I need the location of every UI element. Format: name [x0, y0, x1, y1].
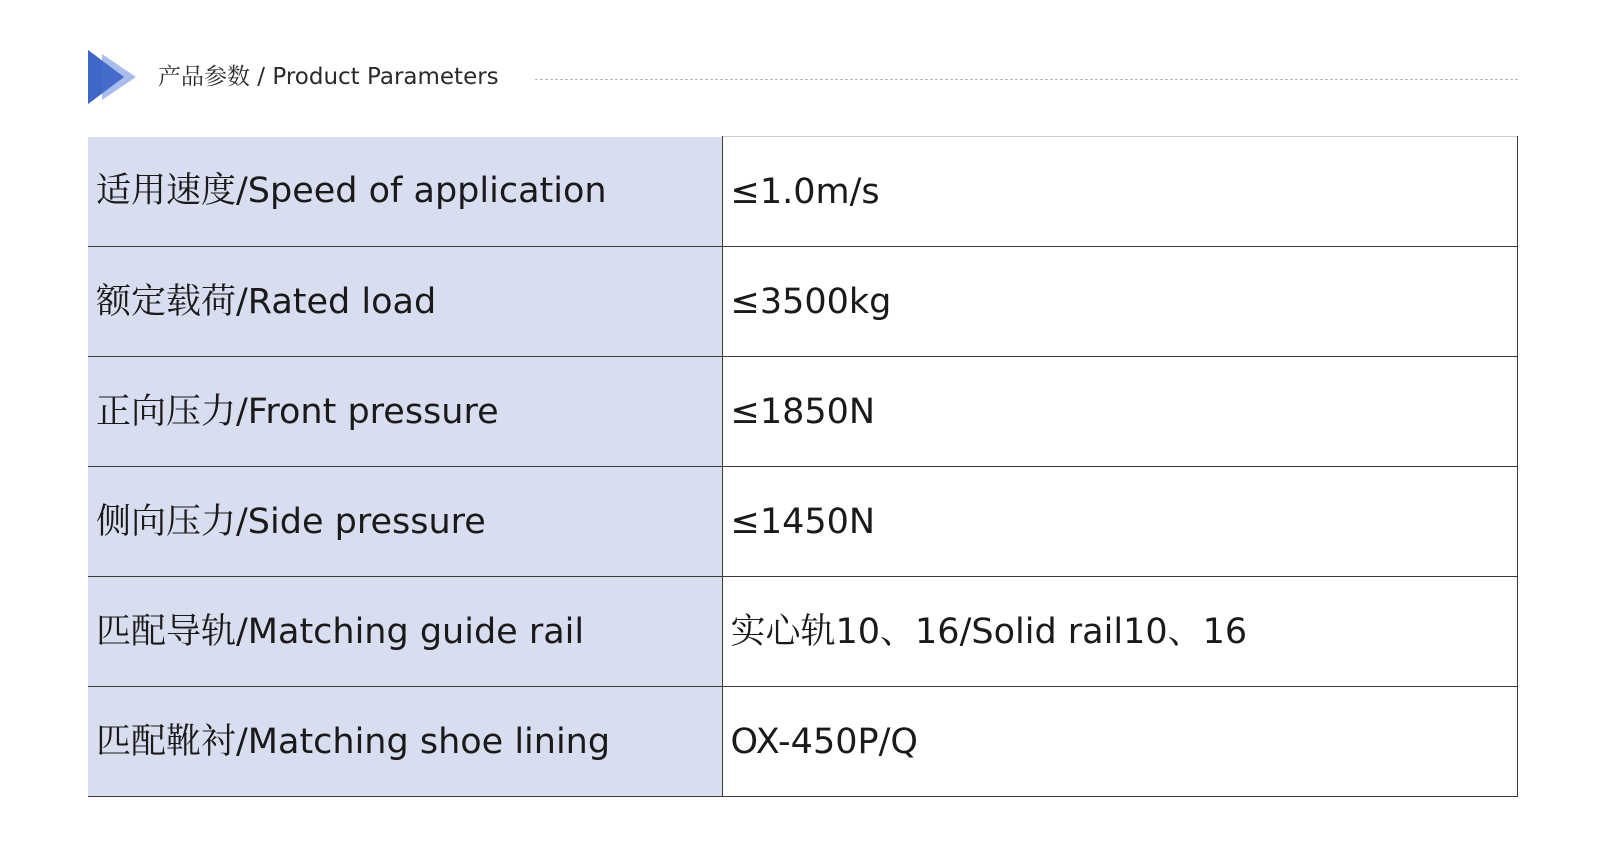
param-value: 实心轨10、16/Solid rail10、16: [722, 577, 1518, 687]
param-value: ≤1450N: [722, 467, 1518, 577]
table-row: [88, 687, 1518, 797]
table-row: [88, 577, 1518, 687]
dashed-divider: [535, 79, 1518, 80]
table-row: [88, 357, 1518, 467]
param-label: 匹配导轨/Matching guide rail: [88, 577, 722, 687]
param-label: 侧向压力/Side pressure: [88, 467, 722, 577]
double-chevron-right-icon: [88, 50, 140, 104]
table-row: [88, 467, 1518, 577]
table-row: [88, 137, 1518, 247]
param-value: OX-450P/Q: [722, 687, 1518, 797]
section-title: 产品参数 / Product Parameters: [158, 64, 499, 90]
parameters-table: [88, 136, 1518, 797]
param-label: 额定载荷/Rated load: [88, 247, 722, 357]
param-value: ≤1850N: [722, 357, 1518, 467]
table-row: [88, 247, 1518, 357]
param-label: 适用速度/Speed of application: [88, 137, 722, 247]
param-value: ≤1.0m/s: [722, 137, 1518, 247]
param-label: 正向压力/Front pressure: [88, 357, 722, 467]
section-header: [88, 50, 1518, 106]
param-label: 匹配靴衬/Matching shoe lining: [88, 687, 722, 797]
param-value: ≤3500kg: [722, 247, 1518, 357]
